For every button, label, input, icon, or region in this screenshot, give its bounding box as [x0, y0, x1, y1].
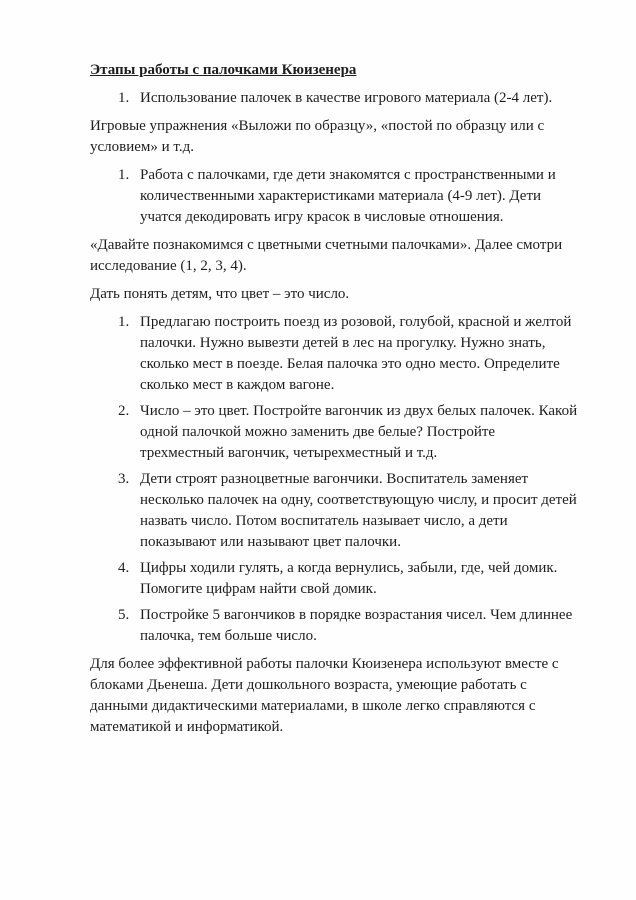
task-item-5 — [90, 605, 580, 647]
tasks-list — [90, 312, 580, 647]
list-item-text: Цифры ходили гулять, а когда вернулись, забыли, где, чей домик. Помогите цифрам найти свой домик. — [140, 560, 558, 597]
task-item-2 — [90, 401, 580, 464]
list-item-number: 2. — [118, 403, 130, 419]
list-item-number: 4. — [118, 560, 130, 576]
list-item-text: Число – это цвет. Постройте вагончик из двух белых палочек. Какой одной палочкой можно заменить две белые? Постройте трехместный вагончик, четырехместный и т.д. — [140, 403, 578, 461]
list-item-number: 1. — [118, 167, 130, 183]
list-item-text: Дети строят разноцветные вагончики. Воспитатель заменяет несколько палочек на одну, соответствующую числу, и просит детей назвать число. Потом воспитатель называет число, а дети показывают или называют цвет палочки. — [140, 471, 577, 550]
list-item-usage — [90, 88, 580, 109]
list-item-number: 3. — [118, 471, 130, 487]
paragraph-color-is-number: Дать понять детям, что цвет – это число. — [90, 286, 350, 302]
paragraph-closing: Для более эффективной работы палочки Кюизенера используют вместе с блоками Дьенеша. Дети дошкольного возраста, умеющие работать с данными дидактическими материалами, в школе легко справляются с математикой и информатикой. — [90, 656, 559, 735]
paragraph-game-exercises: Игровые упражнения «Выложи по образцу», «постой по образцу или с условием» и т.д. — [90, 118, 545, 155]
list-item-text: Использование палочек в качестве игрового материала (2-4 лет). — [140, 90, 553, 106]
usage-list — [90, 88, 580, 109]
task-item-1 — [90, 312, 580, 396]
list-item-number: 5. — [118, 607, 130, 623]
list-item-number: 1. — [118, 90, 130, 106]
list-item-text: Предлагаю построить поезд из розовой, голубой, красной и желтой палочки. Нужно вывезти детей в лес на прогулку. Нужно знать, сколько мест в поезде. Белая палочка это одно место. Определите сколько мест в каждом вагоне. — [140, 314, 572, 393]
list-item-text: Работа с палочками, где дети знакомятся с пространственными и количественными характеристиками материала (4-9 лет). Дети учатся декодировать игру красок в числовые отношения. — [140, 167, 556, 225]
document-title: Этапы работы с палочками Кюизенера — [90, 62, 357, 78]
list-item-text: Постройке 5 вагончиков в порядке возрастания чисел. Чем длиннее палочка, тем больше число. — [140, 607, 573, 644]
task-item-3 — [90, 469, 580, 553]
list-item-number: 1. — [118, 314, 130, 330]
work-list — [90, 165, 580, 228]
task-item-4 — [90, 558, 580, 600]
list-item-work — [90, 165, 580, 228]
paragraph-intro-quote: «Давайте познакомимся с цветными счетными палочками». Далее смотри исследование (1, 2, 3, 4). — [90, 237, 563, 274]
